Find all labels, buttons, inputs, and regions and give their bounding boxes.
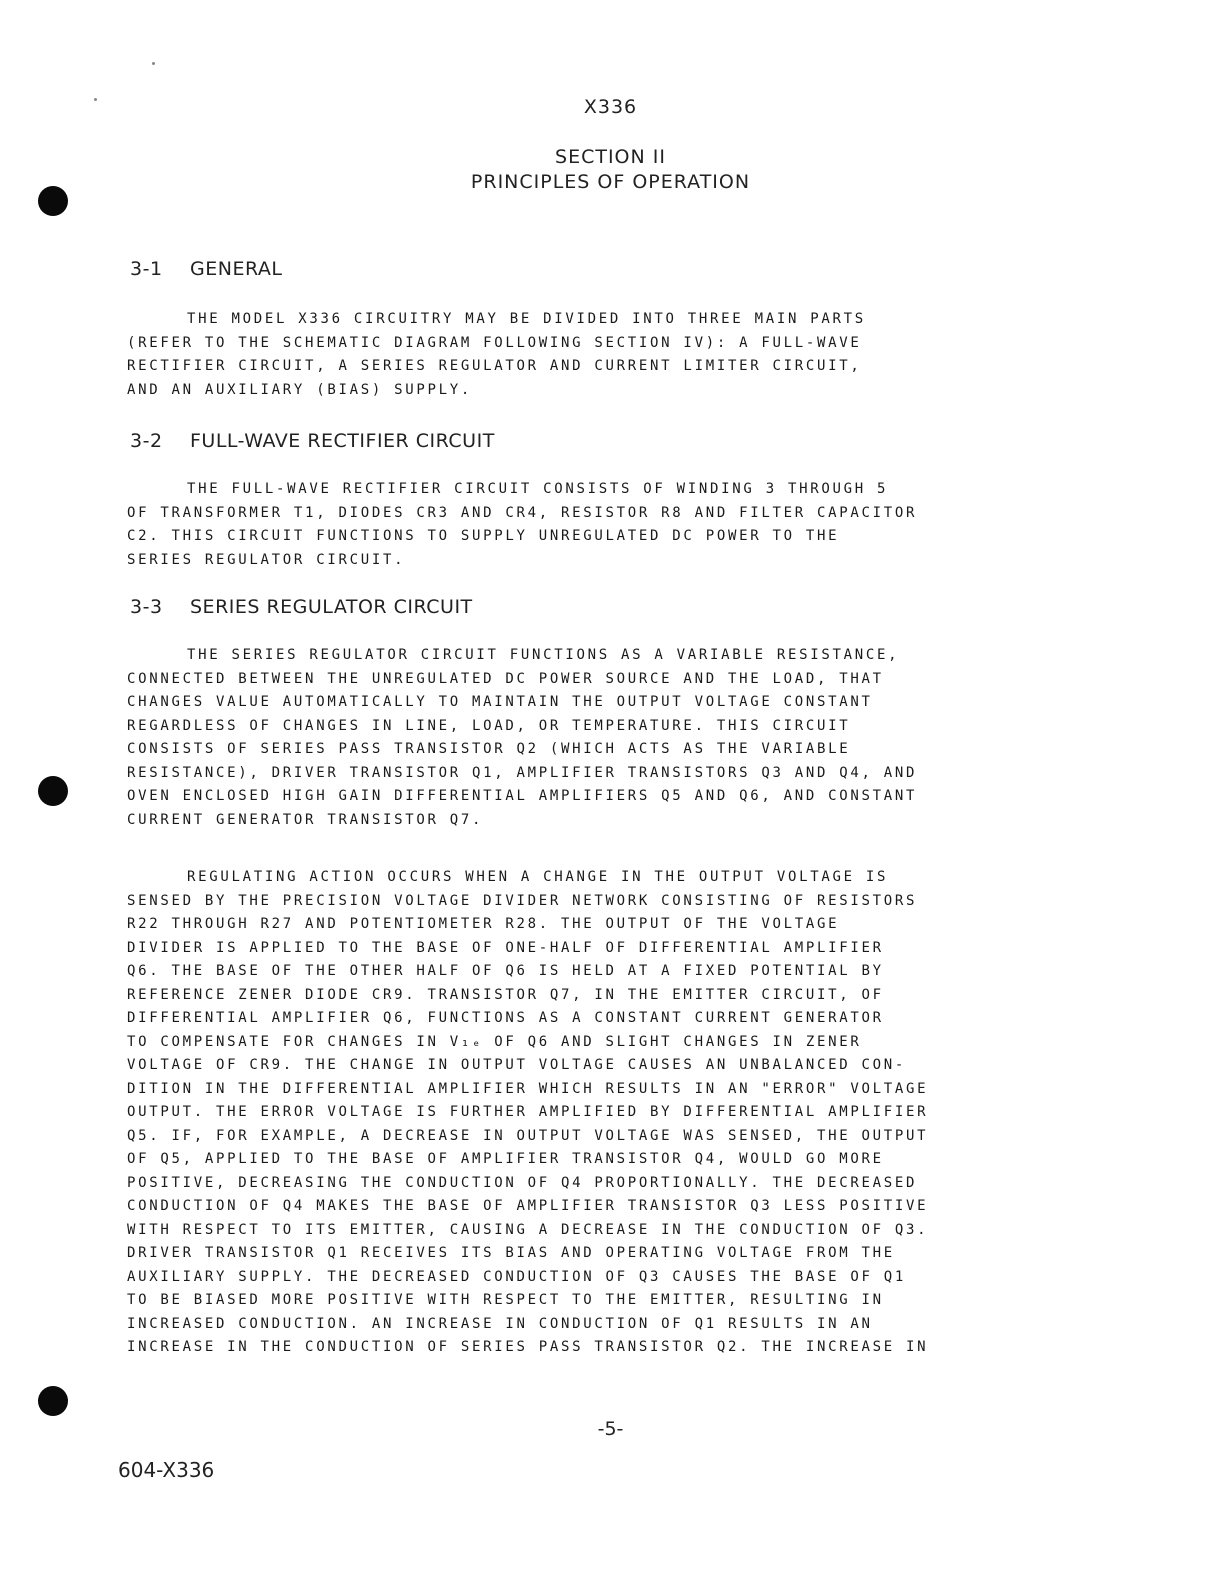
text-line: Q6. THE BASE OF THE OTHER HALF OF Q6 IS HELD AT A FIXED POTENTIAL BY [127,963,884,979]
text-line: CHANGES VALUE AUTOMATICALLY TO MAINTAIN THE OUTPUT VOLTAGE CONSTANT [127,694,873,710]
heading-general [130,258,282,280]
text-line: TO COMPENSATE FOR CHANGES IN V₁ₑ OF Q6 AND SLIGHT CHANGES IN ZENER [127,1033,862,1050]
text-line: CONNECTED BETWEEN THE UNREGULATED DC POWER SOURCE AND THE LOAD, THAT [127,670,884,687]
text-line: POSITIVE, DECREASING THE CONDUCTION OF Q4 PROPORTIONALLY. THE DECREASED [127,1174,918,1191]
text-line: AND AN AUXILIARY (BIAS) SUPPLY. [127,381,472,398]
text-line: OUTPUT. THE ERROR VOLTAGE IS FURTHER AMPLIFIED BY DIFFERENTIAL AMPLIFIER [127,1104,929,1120]
model-header: X336 [583,96,638,118]
page-number: -5- [597,1418,624,1440]
text-line: DITION IN THE DIFFERENTIAL AMPLIFIER WHICH RESULTS IN AN "ERROR" VOLTAGE [127,1080,929,1097]
text-line: REFERENCE ZENER DIODE CR9. TRANSISTOR Q7, IN THE EMITTER CIRCUIT, OF [127,986,884,1003]
text-line: DIFFERENTIAL AMPLIFIER Q6, FUNCTIONS AS A CONSTANT CURRENT GENERATOR [127,1010,884,1026]
heading-title: FULL-WAVE RECTIFIER CIRCUIT [190,430,495,452]
text-line: WITH RESPECT TO ITS EMITTER, CAUSING A DECREASE IN THE CONDUCTION OF Q3. [127,1221,929,1238]
text-line: REGULATING ACTION OCCURS WHEN A CHANGE IN THE OUTPUT VOLTAGE IS [187,869,889,885]
paragraph-general [127,308,997,402]
text-line: THE FULL-WAVE RECTIFIER CIRCUIT CONSISTS OF WINDING 3 THROUGH 5 [187,481,889,497]
text-line: OVEN ENCLOSED HIGH GAIN DIFFERENTIAL AMPLIFIERS Q5 AND Q6, AND CONSTANT [127,788,918,804]
heading-series-regulator [130,596,473,618]
text-line: THE MODEL X336 CIRCUITRY MAY BE DIVIDED INTO THREE MAIN PARTS [187,311,866,327]
heading-rectifier [130,430,495,452]
text-line: TO BE BIASED MORE POSITIVE WITH RESPECT TO THE EMITTER, RESULTING IN [127,1292,884,1308]
text-line: SENSED BY THE PRECISION VOLTAGE DIVIDER NETWORK CONSISTING OF RESISTORS [127,892,918,909]
text-line: RESISTANCE), DRIVER TRANSISTOR Q1, AMPLIFIER TRANSISTORS Q3 AND Q4, AND [127,764,918,781]
text-line: CONDUCTION OF Q4 MAKES THE BASE OF AMPLIFIER TRANSISTOR Q3 LESS POSITIVE [127,1198,929,1214]
text-line: CONSISTS OF SERIES PASS TRANSISTOR Q2 (WHICH ACTS AS THE VARIABLE [127,741,851,757]
heading-title: SERIES REGULATOR CIRCUIT [190,596,473,618]
text-line: R22 THROUGH R27 AND POTENTIOMETER R28. THE OUTPUT OF THE VOLTAGE [127,916,840,932]
text-line: RECTIFIER CIRCUIT, A SERIES REGULATOR AND CURRENT LIMITER CIRCUIT, [127,358,862,374]
section-number: SECTION II [555,146,666,168]
text-line: INCREASED CONDUCTION. AN INCREASE IN CONDUCTION OF Q1 RESULTS IN AN [127,1315,873,1332]
text-line: C2. THIS CIRCUIT FUNCTIONS TO SUPPLY UNREGULATED DC POWER TO THE [127,528,840,544]
paragraph-series-regulator-1 [127,644,997,832]
text-line: (REFER TO THE SCHEMATIC DIAGRAM FOLLOWING SECTION IV): A FULL-WAVE [127,334,862,351]
text-line: INCREASE IN THE CONDUCTION OF SERIES PASS TRANSISTOR Q2. THE INCREASE IN [127,1339,929,1355]
text-line: CURRENT GENERATOR TRANSISTOR Q7. [127,811,484,828]
scan-speck [152,62,155,65]
text-line: THE SERIES REGULATOR CIRCUIT FUNCTIONS AS A VARIABLE RESISTANCE, [187,647,900,663]
text-line: DIVIDER IS APPLIED TO THE BASE OF ONE-HALF OF DIFFERENTIAL AMPLIFIER [127,939,884,956]
text-line: DRIVER TRANSISTOR Q1 RECEIVES ITS BIAS AND OPERATING VOLTAGE FROM THE [127,1245,895,1261]
punch-hole-bottom [38,1386,68,1416]
text-line: SERIES REGULATOR CIRCUIT. [127,551,406,568]
text-line: AUXILIARY SUPPLY. THE DECREASED CONDUCTION OF Q3 CAUSES THE BASE OF Q1 [127,1268,907,1285]
heading-number: 3-1 [130,258,163,280]
heading-number: 3-2 [130,430,163,452]
section-title: PRINCIPLES OF OPERATION [470,171,751,193]
paragraph-rectifier [127,478,997,572]
text-line: REGARDLESS OF CHANGES IN LINE, LOAD, OR TEMPERATURE. THIS CIRCUIT [127,717,851,734]
text-line: VOLTAGE OF CR9. THE CHANGE IN OUTPUT VOLTAGE CAUSES AN UNBALANCED CON- [127,1057,907,1073]
text-line: OF TRANSFORMER T1, DIODES CR3 AND CR4, RESISTOR R8 AND FILTER CAPACITOR [127,504,918,521]
text-line: Q5. IF, FOR EXAMPLE, A DECREASE IN OUTPUT VOLTAGE WAS SENSED, THE OUTPUT [127,1127,929,1144]
text-line: OF Q5, APPLIED TO THE BASE OF AMPLIFIER TRANSISTOR Q4, WOULD GO MORE [127,1151,884,1167]
document-id: 604-X336 [118,1458,215,1482]
paragraph-series-regulator-2 [127,866,997,1360]
heading-title: GENERAL [190,258,283,280]
heading-number: 3-3 [130,596,163,618]
punch-hole-middle [38,776,68,806]
